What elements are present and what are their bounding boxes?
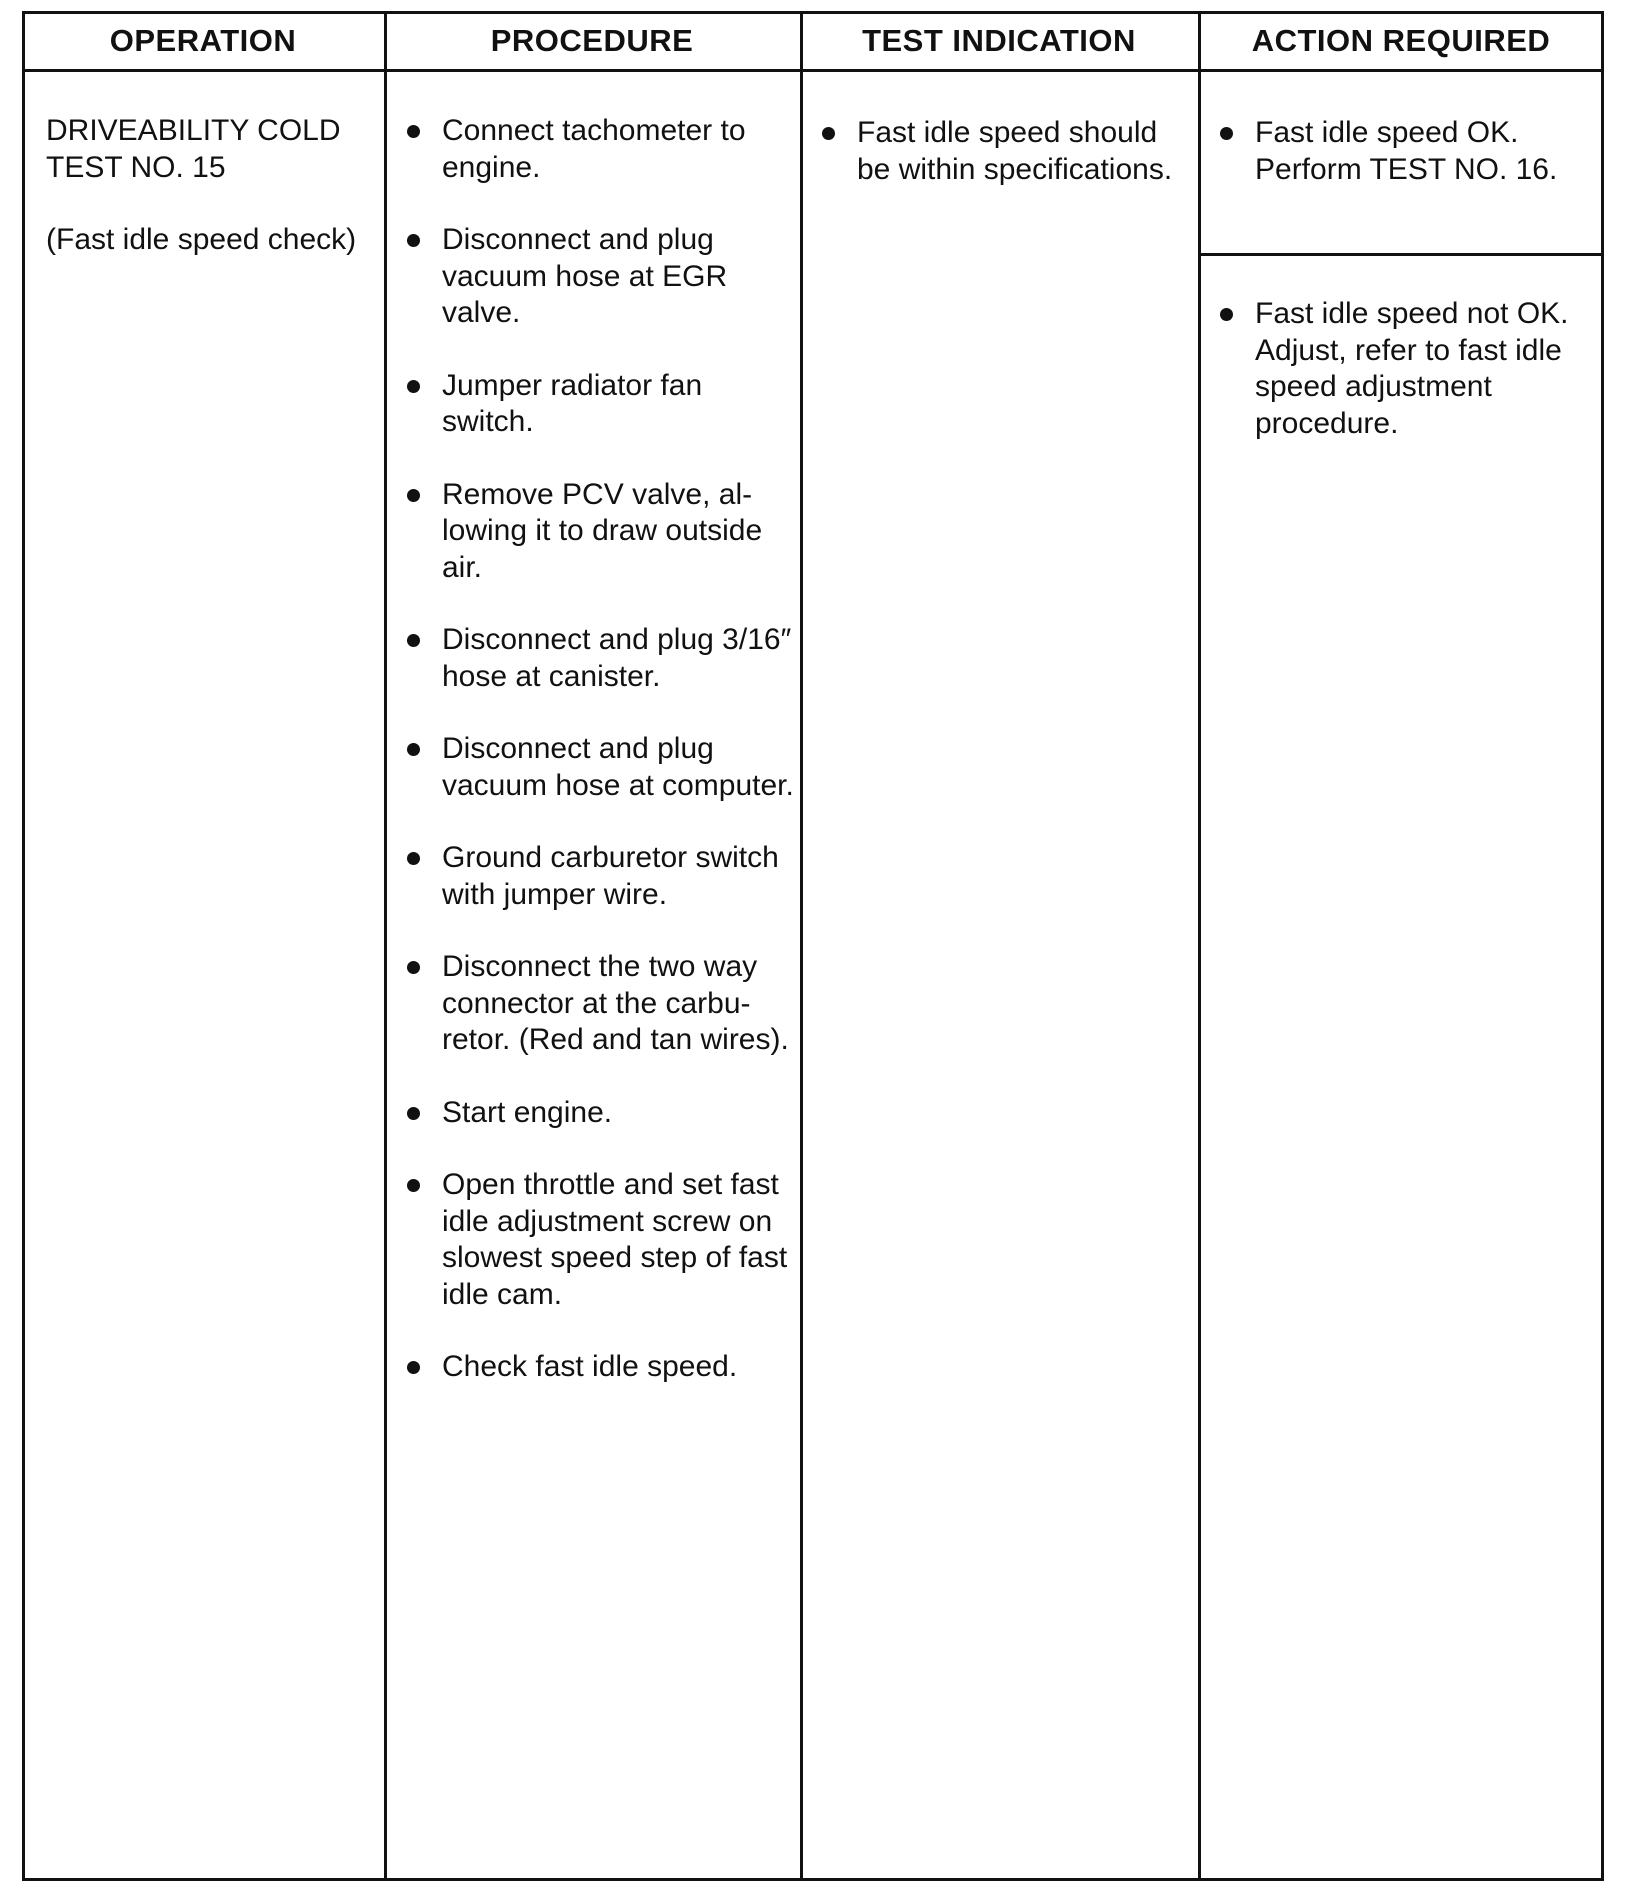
bullet-icon xyxy=(1220,308,1233,321)
action-not-ok-list xyxy=(1220,296,1598,442)
bullet-icon xyxy=(407,634,420,647)
bullet-icon xyxy=(407,961,420,974)
bullet-icon xyxy=(1220,127,1233,140)
operation-title-line1: DRIVEABILITY COLD xyxy=(46,114,341,147)
procedure-step xyxy=(407,368,797,441)
bullet-icon xyxy=(407,1179,420,1192)
action-row-divider xyxy=(1198,253,1604,256)
procedure-cell xyxy=(407,113,797,1422)
bullet-icon xyxy=(407,489,420,502)
procedure-step xyxy=(407,949,797,1059)
procedure-table xyxy=(22,11,1604,1893)
test-indication-cell xyxy=(822,115,1192,224)
operation-cell xyxy=(46,113,376,259)
bullet-icon xyxy=(822,127,835,140)
procedure-step xyxy=(407,840,797,913)
procedure-step-text: Disconnect and plug vacuum hose at computer. xyxy=(442,732,794,802)
column-divider xyxy=(800,11,803,1881)
column-divider xyxy=(1198,11,1201,1881)
header-action-required: ACTION REQUIRED xyxy=(1251,23,1551,58)
procedure-step xyxy=(407,1349,797,1386)
procedure-step-text: Check fast idle speed. xyxy=(442,1350,738,1383)
bullet-icon xyxy=(407,852,420,865)
procedure-step xyxy=(407,477,797,587)
procedure-step-text: Open throttle and set fast idle adjustment screw on slowest speed step of fast idle cam. xyxy=(442,1168,788,1311)
procedure-step-text: Connect tachometer to engine. xyxy=(442,114,746,184)
procedure-step xyxy=(407,1095,797,1132)
bullet-icon xyxy=(407,380,420,393)
bullet-icon xyxy=(407,125,420,138)
procedure-list xyxy=(407,113,797,1386)
procedure-step-text: Start engine. xyxy=(442,1095,613,1129)
procedure-step-text: Remove PCV valve, al-lowing it to draw outside air. xyxy=(442,477,763,584)
header-procedure: PROCEDURE xyxy=(490,23,694,58)
test-indication-text: Fast idle speed should be within specifications. xyxy=(857,116,1173,186)
column-divider xyxy=(384,11,387,1881)
bullet-icon xyxy=(407,234,420,247)
procedure-step-text: Disconnect and plug 3/16″ hose at canister. xyxy=(442,623,792,693)
action-ok-cell xyxy=(1220,115,1598,224)
procedure-step-text: Disconnect and plug vacuum hose at EGR valve. xyxy=(442,223,728,329)
operation-title-line2: TEST NO. 15 xyxy=(46,150,226,184)
test-indication-list xyxy=(822,115,1192,188)
procedure-step xyxy=(407,622,797,695)
action-not-ok-cell xyxy=(1220,296,1598,478)
operation-subtitle: (Fast idle speed check) xyxy=(46,223,357,256)
header-test-indication: TEST INDICATION xyxy=(862,23,1136,58)
procedure-step xyxy=(407,113,797,186)
test-indication-item xyxy=(822,115,1192,188)
procedure-step-text: Disconnect the two way connector at the carbu-retor. (Red and tan wires). xyxy=(442,950,789,1056)
procedure-step xyxy=(407,222,797,332)
procedure-step xyxy=(407,1167,797,1313)
header-operation: OPERATION xyxy=(109,23,297,58)
bullet-icon xyxy=(407,743,420,756)
procedure-step xyxy=(407,731,797,804)
action-not-ok-item xyxy=(1220,296,1598,442)
bullet-icon xyxy=(407,1107,420,1120)
table-frame xyxy=(22,11,1604,1881)
action-ok-text: Fast idle speed OK. Perform TEST NO. 16. xyxy=(1255,116,1558,186)
action-not-ok-text: Fast idle speed not OK. Adjust, refer to fast idle speed adjustment procedure. xyxy=(1255,297,1569,440)
bullet-icon xyxy=(407,1361,420,1374)
action-ok-item xyxy=(1220,115,1598,188)
procedure-step-text: Ground carburetor switch with jumper wire. xyxy=(442,841,779,911)
procedure-step-text: Jumper radiator fan switch. xyxy=(442,368,703,438)
action-ok-list xyxy=(1220,115,1598,188)
